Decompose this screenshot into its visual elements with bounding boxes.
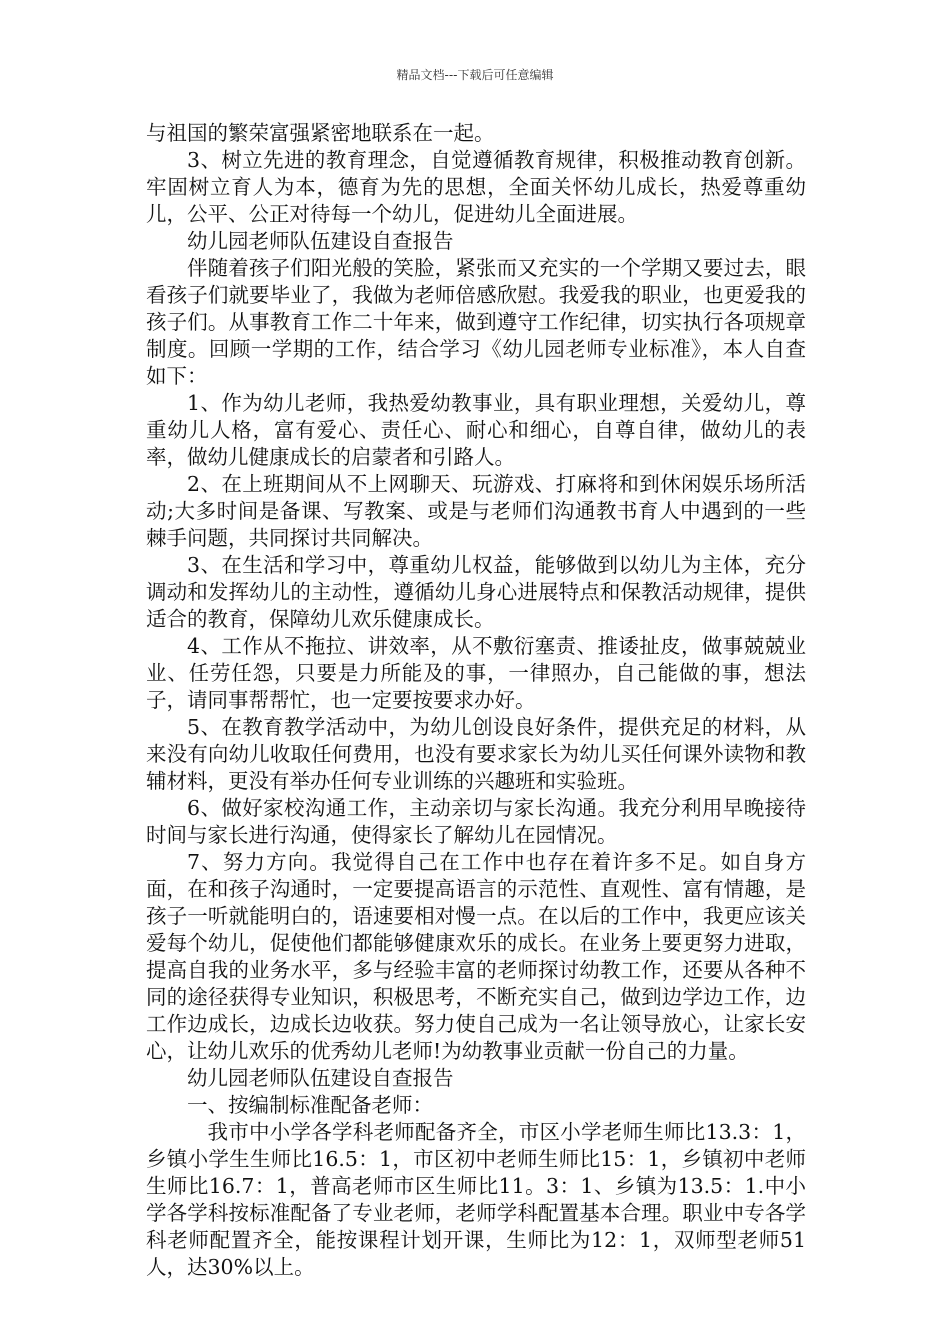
section-title: 幼儿园老师队伍建设自查报告	[187, 229, 454, 253]
paragraph: 3、在生活和学习中，尊重幼儿权益，能够做到以幼儿为主体，充分调动和发挥幼儿的主动性，遵循幼儿身心进展特点和保教活动规律，提供适合的教育，保障幼儿欢乐健康成长。	[146, 553, 806, 631]
paragraph: 4、工作从不拖拉、讲效率，从不敷衍塞责、推诿扯皮，做事兢兢业业、任劳任怨，只要是力所能及的事，一律照办，自己能做的事，想法子，请同事帮帮忙，也一定要按要求办好。	[146, 634, 806, 712]
paragraph: 我市中小学各学科老师配备齐全，市区小学老师生师比13.3：1，乡镇小学生生师比16.5：1，市区初中老师生师比15：1，乡镇初中老师生师比16.7：1，普高老师市区生师比11。3：1、乡镇为13.5：1.中小学各学科按标准配备了专业老师，老师学科配置基本合理。职业中专各学科老师配置齐全，能按课程计划开课，生师比为12：1，双师型老师51人，达30%以上。	[146, 1120, 806, 1279]
document-body	[146, 120, 806, 1281]
section-title: 幼儿园老师队伍建设自查报告	[187, 1066, 454, 1090]
paragraph: 与祖国的繁荣富强紧密地联系在一起。	[146, 121, 495, 145]
page-header: 精品文档---下载后可任意编辑	[396, 68, 554, 82]
paragraph: 5、在教育教学活动中，为幼儿创设良好条件，提供充足的材料，从来没有向幼儿收取任何费用，也没有要求家长为幼儿买任何课外读物和教辅材料，更没有举办任何专业训练的兴趣班和实验班。	[146, 715, 806, 793]
paragraph: 7、努力方向。我觉得自己在工作中也存在着许多不足。如自身方面，在和孩子沟通时，一定要提高语言的示范性、直观性、富有情趣，是孩子一听就能明白的，语速要相对慢一点。在以后的工作中，我更应该关爱每个幼儿，促使他们都能够健康欢乐的成长。在业务上要更努力进取，提高自我的业务水平，多与经验丰富的老师探讨幼教工作，还要从各种不同的途径获得专业知识，积极思考，不断充实自己，做到边学边工作，边工作边成长，边成长边收获。努力使自己成为一名让领导放心，让家长安心，让幼儿欢乐的优秀幼儿老师!为幼教事业贡献一份自己的力量。	[146, 850, 806, 1063]
subsection-heading: 一、按编制标准配备老师：	[187, 1093, 433, 1117]
paragraph: 1、作为幼儿老师，我热爱幼教事业，具有职业理想，关爱幼儿，尊重幼儿人格，富有爱心、责任心、耐心和细心，自尊自律，做幼儿的表率，做幼儿健康成长的启蒙者和引路人。	[146, 391, 806, 469]
paragraph: 3、树立先进的教育理念，自觉遵循教育规律，积极推动教育创新。牢固树立育人为本，德育为先的思想，全面关怀幼儿成长，热爱尊重幼儿，公平、公正对待每一个幼儿，促进幼儿全面进展。	[146, 148, 806, 226]
paragraph: 2、在上班期间从不上网聊天、玩游戏、打麻将和到休闲娱乐场所活动;大多时间是备课、写教案、或是与老师们沟通教书育人中遇到的一些棘手问题，共同探讨共同解决。	[146, 472, 806, 550]
paragraph: 伴随着孩子们阳光般的笑脸，紧张而又充实的一个学期又要过去，眼看孩子们就要毕业了，我做为老师倍感欣慰。我爱我的职业，也更爱我的孩子们。从事教育工作二十年来，做到遵守工作纪律，切实执行各项规章制度。回顾一学期的工作，结合学习《幼儿园老师专业标准》，本人自查如下：	[146, 256, 806, 388]
paragraph: 6、做好家校沟通工作，主动亲切与家长沟通。我充分利用早晚接待时间与家长进行沟通，使得家长了解幼儿在园情况。	[146, 796, 806, 847]
